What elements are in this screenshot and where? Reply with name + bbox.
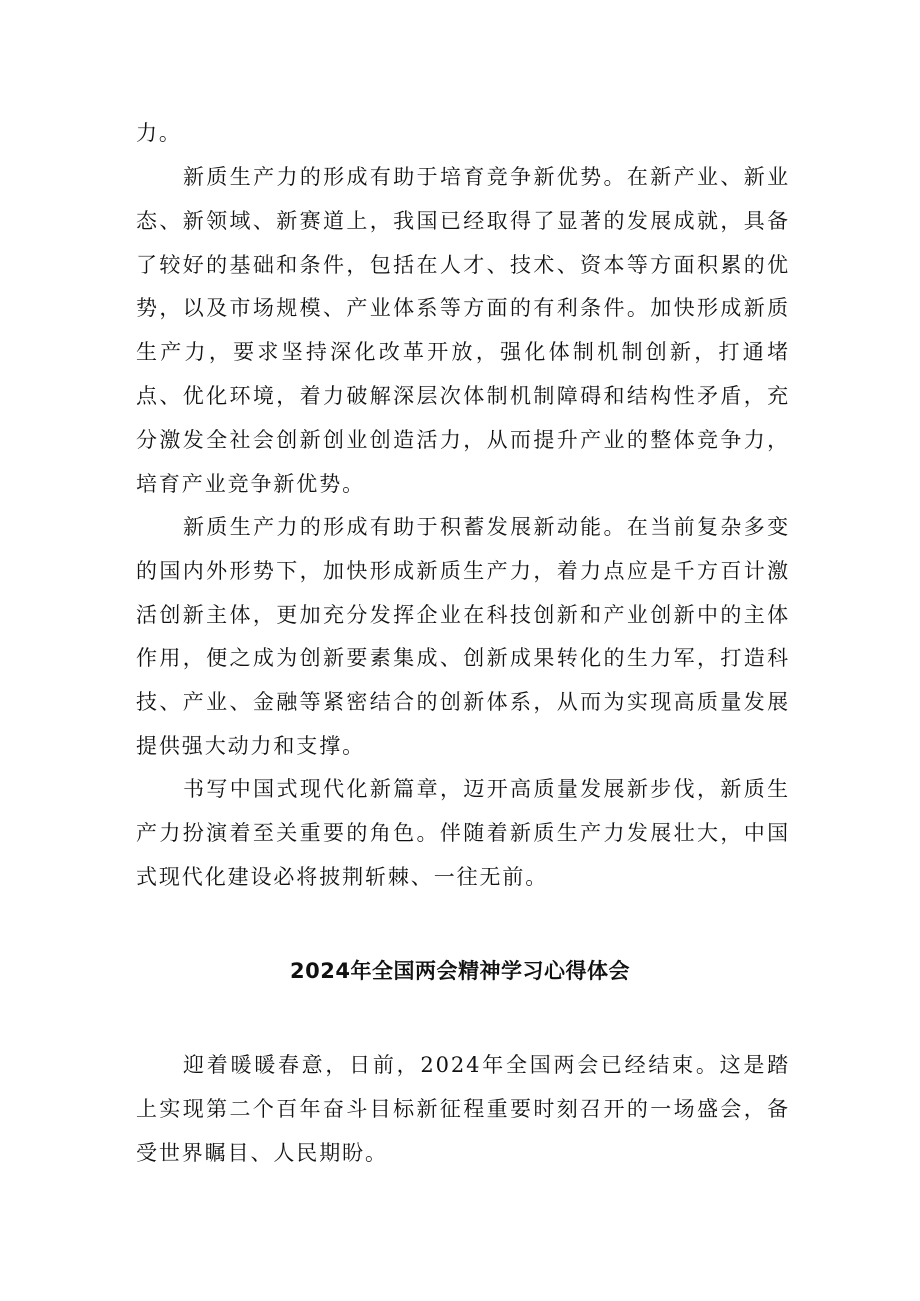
paragraph-competitive-advantage: 新质生产力的形成有助于培育竞争新优势。在新产业、新业态、新领域、新赛道上，我国已经取得了显著的发展成就，具备了较好的基础和条件，包括在人才、技术、资本等方面积累的优势，以及市场规模、产业体系等方面的有利条件。加快形成新质生产力，要求坚持深化改革开放，强化体制机制创新，打通堵点、优化环境，着力破解深层次体制机制障碍和结构性矛盾，充分激发全社会创新创业创造活力，从而提升产业的整体竞争力，培育产业竞争新优势。 [136,165,790,496]
paragraph-intro: 迎着暖暖春意，日前，2024年全国两会已经结束。这是踏上实现第二个百年奋斗目标新征程重要时刻召开的一场盛会，备受世界瞩目、人民期盼。 [136,1053,790,1165]
paragraph-conclusion: 书写中国式现代化新篇章，迈开高质量发展新步伐，新质生产力扮演着至关重要的角色。伴随着新质生产力发展壮大，中国式现代化建设必将披荆斩棘、一往无前。 [136,777,790,889]
paragraph-continuation: 力。 [136,121,182,145]
paragraph-development-momentum: 新质生产力的形成有助于积蓄发展新动能。在当前复杂多变的国内外形势下，加快形成新质生产力，着力点应是千方百计激活创新主体，更加充分发挥企业在科技创新和产业创新中的主体作用，便之成为创新要素集成、创新成果转化的生力军，打造科技、产业、金融等紧密结合的创新体系，从而为实现高质量发展提供强大动力和支撑。 [136,515,790,758]
section-heading: 2024年全国两会精神学习心得体会 [290,959,630,983]
